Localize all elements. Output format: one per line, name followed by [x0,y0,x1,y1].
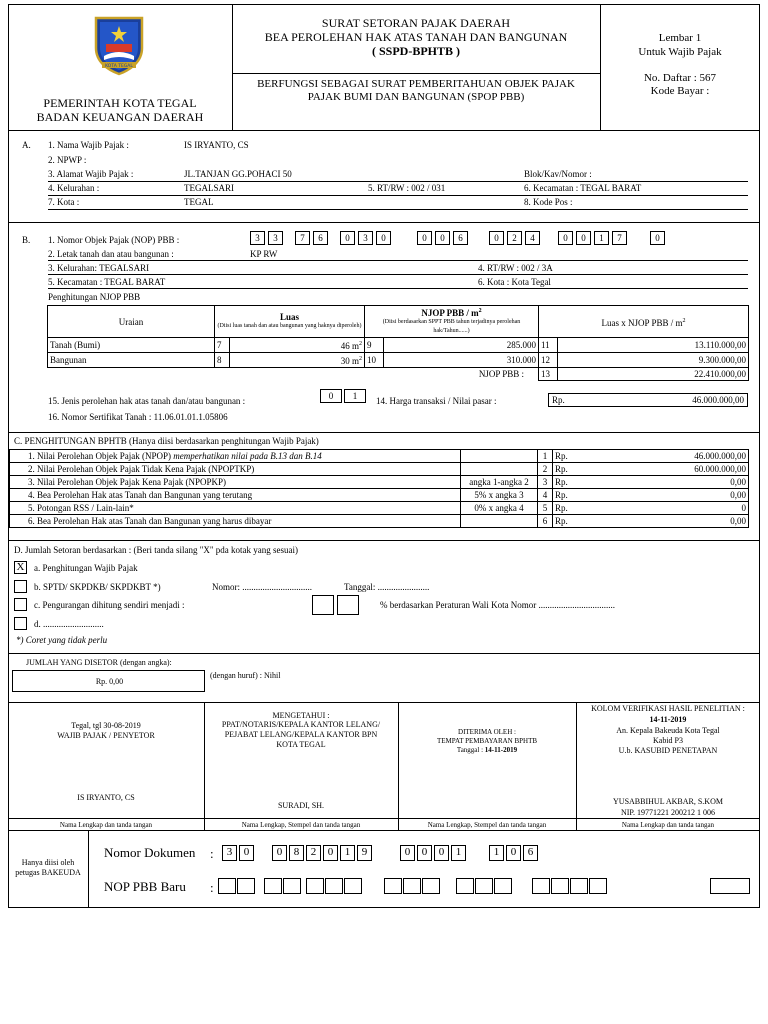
bphtb-label: 1. Nilai Perolehan Objek Pajak (NPOP) memperhatikan nilai pada B.13 dan B.14 [10,450,461,463]
section-d-title: D. Jumlah Setoran berdasarkan : (Beri tanda silang "X" pda kotak yang sesuai) [14,545,299,555]
bphtb-no: 1 [538,450,553,463]
nama-value: IS IRYANTO, CS [184,140,249,150]
bphtb-label: 2. Nilai Perolehan Objek Pajak Tidak Kena Pajak (NPOPTKP) [10,463,461,476]
harga-label: 14. Harga transaksi / Nilai pasar : [376,396,497,406]
alamat-value: JL.TANJAN GG.POHACI 50 [184,169,292,179]
jumlah-label: JUMLAH YANG DISETOR (dengan angka): [26,658,172,667]
option-c-note: % berdasarkan Peraturan Wali Kota Nomor .................................. [380,600,616,610]
bphtb-value: Rp. 0,00 [553,476,749,489]
sign-name-ppat: SURADI, SH. [277,801,324,810]
bphtb-no: 3 [538,476,553,489]
nop-baru-box[interactable] [384,878,402,894]
kecamatan: 6. Kecamatan : TEGAL BARAT [524,183,642,193]
option-b-nomor: Nomor: ............................... [212,582,312,592]
petugas-note: Hanya diisi oleh [21,858,75,867]
bphtb-value: Rp. 0,00 [553,515,749,528]
bphtb-label: 4. Bea Perolehan Hak atas Tanah dan Bangunan yang terutang [10,489,461,502]
nop-digit-box: 0 [417,231,432,245]
bphtb-row [10,450,749,463]
petugas-note-2: petugas BAKEUDA [15,868,81,877]
option-b-tanggal: Tanggal: ....................... [344,582,430,592]
divider [48,195,748,196]
njop-pbb-label: NJOP PBB : [478,369,524,380]
npwp-label: 2. NPWP : [48,155,87,165]
nop-baru-box[interactable] [218,878,236,894]
th-total: Luas x NJOP PBB / $m^2$ [539,306,749,338]
section-c-title: C. PENGHITUNGAN BPHTB (Hanya diisi berdasarkan penghitungan Wajib Pajak) [14,436,319,446]
divider [8,222,760,223]
jumlah-huruf: (dengan huruf) : Nihil [210,671,281,680]
row-no: 9 [365,338,384,353]
kecamatan-b: 5. Kecamatan : TEGAL BARAT [48,277,166,287]
nomor-dokumen-digit: 0 [434,845,449,861]
bphtb-no: 2 [538,463,553,476]
nomor-dokumen-digit: 0 [506,845,521,861]
svg-text:KOTA TEGAL: KOTA TEGAL [105,64,133,69]
nomor-dokumen-digit: 6 [523,845,538,861]
colon: : [210,846,214,861]
divider [232,73,600,74]
jenis-label: 15. Jenis perolehan hak atas tanah dan/atau bangunan : [48,396,246,406]
kota-label: 7. Kota : [48,197,80,207]
harga-rp: Rp. [552,395,565,405]
nop-digit-box: 1 [594,231,609,245]
luas-bangunan: 30 $m^2$ [230,353,365,368]
form-subtitle-2: PAJAK BUMI DAN BANGUNAN (SPOP PBB) [307,91,525,103]
nop-baru-box[interactable] [422,878,440,894]
harga-value: 46.000.000,00 [692,395,744,405]
th-uraian: Uraian [48,306,215,338]
divider [8,653,760,654]
bphtb-calc: 0% x angka 4 [461,502,538,515]
nop-baru-box[interactable] [551,878,569,894]
pengurangan-box[interactable] [312,595,334,615]
nop-baru-box[interactable] [532,878,550,894]
divider [48,209,748,210]
bphtb-row [10,463,749,476]
divider [8,818,760,819]
nop-baru-box[interactable] [283,878,301,894]
nop-digit-box: 2 [507,231,522,245]
section-a-letter: A. [22,140,31,150]
sign-place-date: Tegal, tgl 30-08-2019 [71,721,141,730]
kodepos: 8. Kode Pos : [524,197,573,207]
option-d-label: d. ........................... [34,619,104,629]
lembar-untuk: Untuk Wajib Pajak [638,46,722,58]
row-no: 13 [539,368,558,381]
row-no: 12 [539,353,558,368]
nop-baru-box[interactable] [589,878,607,894]
bphtb-table [9,449,749,528]
nop-baru-box[interactable] [494,878,512,894]
bphtb-row [10,476,749,489]
divider [8,130,760,131]
kelurahan-b: 3. Kelurahan: TEGALSARI [48,263,150,273]
nop-baru-box[interactable] [403,878,421,894]
nomor-dokumen-digit: 0 [400,845,415,861]
kode-bayar: Kode Bayar : [650,85,710,97]
nop-digit-box: 0 [576,231,591,245]
harga-field [548,393,748,407]
bphtb-calc: angka 1-angka 2 [461,476,538,489]
nop-digit-box: 6 [313,231,328,245]
sign-foot: Nama Lengkap, Stempel dan tanda tangan [241,821,361,829]
divider [8,432,760,433]
nomor-dokumen-digit: 3 [222,845,237,861]
section-b-letter: B. [22,235,31,245]
bphtb-calc: 5% x angka 3 [461,489,538,502]
nop-digit-box: 0 [376,231,391,245]
luas-tanah: 46 $m^2$ [230,338,365,353]
sign-foot: Nama Lengkap, Stempel dan tanda tangan [427,821,547,829]
nop-digit-box: 6 [453,231,468,245]
njop-pbb-total: 22.410.000,00 [558,368,749,381]
option-a-label: a. Penghitungan Wajib Pajak [34,563,138,573]
perhitungan-title: Penghitungan NJOP PBB [48,292,141,302]
option-a-checkbox[interactable]: X [14,561,27,574]
nop-digit-box: 4 [525,231,540,245]
nop-baru-box[interactable] [237,878,255,894]
bphtb-value: Rp. 0 [553,502,749,515]
ppat-line: PEJABAT LELANG/KEPALA KANTOR BPN [224,730,378,739]
rtrw: 5. RT/RW : 002 / 031 [368,183,446,193]
pengurangan-box[interactable] [337,595,359,615]
footnote: *) Coret yang tidak perlu [16,635,108,645]
lembar: Lembar 1 [658,32,702,44]
diterima: DITERIMA OLEH : [458,728,516,736]
option-d-checkbox[interactable] [14,617,27,630]
blok-label: Blok/Kav/Nomor : [524,169,592,179]
bphtb-value: Rp. 60.000.000,00 [553,463,749,476]
uraian-tanah: Tanah (Bumi) [48,338,215,353]
bphtb-label: 5. Potongan RSS / Lain-lain* [10,502,461,515]
nop-baru-box[interactable] [475,878,493,894]
no-daftar: No. Daftar : 567 [643,72,717,84]
uraian-bangunan: Bangunan [48,353,215,368]
divider [48,181,748,182]
nomor-dokumen-digit: 1 [451,845,466,861]
bphtb-value: Rp. 0,00 [553,489,749,502]
divider [48,288,748,289]
option-c-checkbox[interactable] [14,598,27,611]
sign-name-wp: IS IRYANTO, CS [77,793,135,802]
nop-baru-box[interactable] [344,878,362,894]
verifikasi-line: Kabid P3 [653,736,683,745]
bphtb-value: Rp. 46.000.000,00 [553,450,749,463]
kota-tegal-logo [92,14,146,76]
ppat-line: KOTA TEGAL [276,740,326,749]
letak-label: 2. Letak tanah dan atau bangunan : [48,249,174,259]
gov-name: PEMERINTAH KOTA TEGAL [43,96,197,110]
nomor-dokumen-label: Nomor Dokumen [104,845,196,860]
bphtb-row [10,502,749,515]
nop-digit-box: 7 [612,231,627,245]
mengetahui: MENGETAHUI : [272,711,330,720]
bphtb-no: 5 [538,502,553,515]
nop-baru-box[interactable] [325,878,343,894]
nop-digit-box: 3 [268,231,283,245]
row-no: 8 [215,353,230,368]
nomor-dokumen-digit: 0 [239,845,254,861]
form-subtitle: BERFUNGSI SEBAGAI SURAT PEMBERITAHUAN OBJEK PAJAK [257,78,575,90]
nomor-dokumen-digit: 2 [306,845,321,861]
nop-digit-box: 0 [340,231,355,245]
row-no: 7 [215,338,230,353]
bphtb-no: 4 [538,489,553,502]
nop-digit-box: 0 [435,231,450,245]
total-tanah: 13.110.000,00 [558,338,749,353]
ppat-line: PPAT/NOTARIS/KEPALA KANTOR LELANG/ [221,720,381,729]
nop-label: 1. Nomor Objek Pajak (NOP) PBB : [48,235,180,245]
nop-baru-box[interactable] [570,878,588,894]
jenis-digit: 0 [320,389,342,403]
bphtb-calc [461,515,538,528]
tempat-bayar: TEMPAT PEMBAYARAN BPHTB [436,737,538,745]
option-c-label: c. Pengurangan dihitung sendiri menjadi : [34,600,185,610]
nop-baru-box[interactable] [306,878,324,894]
divider [8,702,760,703]
nomor-dokumen-digit: 0 [272,845,287,861]
njop-tanah: 285.000 [384,338,539,353]
option-b-checkbox[interactable] [14,580,27,593]
form-title-2: BEA PEROLEHAN HAK ATAS TANAH DAN BANGUNAN [264,30,568,44]
divider [88,830,89,908]
kota-value: TEGAL [184,197,214,207]
verifikator-nip: NIP. 19771221 200212 1 006 [620,808,715,817]
nop-digit-box: 3 [358,231,373,245]
nop-digit-box: 0 [558,231,573,245]
kelurahan-value: TEGALSARI [184,183,234,193]
nomor-dokumen-digit: 8 [289,845,304,861]
nomor-dokumen-digit: 0 [323,845,338,861]
divider [8,540,760,541]
tanggal-terima: Tanggal : 14-11-2019 [456,746,518,754]
nomor-dokumen-digit: 9 [357,845,372,861]
divider [398,702,399,830]
th-njop: NJOP PBB / $m^2$ (Diisi berdasarkan SPPT PBB tahun terjadinya perolehan hak/Tahun......) [365,306,539,338]
option-b-label: b. SPTD/ SKPDKB/ SKPDKBT *) [34,582,161,592]
verifikasi-date: 14-11-2019 [649,715,687,724]
nop-baru-box[interactable] [710,878,750,894]
nop-digit-box: 3 [250,231,265,245]
verifikasi-line: U.b. KASUBID PENETAPAN [618,746,718,755]
njop-table [47,305,749,381]
sign-foot: Nama Lengkap dan tanda tangan [621,821,715,829]
sign-role: WAJIB PAJAK / PENYETOR [57,731,155,740]
divider [48,274,748,275]
sign-name-verifikator: YUSABBIHUL AKBAR, S.KOM [613,797,723,806]
nop-digit-box: 0 [489,231,504,245]
row-no: 10 [365,353,384,368]
nop-baru-box[interactable] [264,878,282,894]
verifikasi-title: KOLOM VERIFIKASI HASIL PENELITIAN : [591,704,745,713]
colon: : [210,880,214,895]
nama-label: 1. Nama Wajib Pajak : [48,140,129,150]
nop-digit-box: 7 [295,231,310,245]
agency-name: BADAN KEUANGAN DAERAH [36,110,204,124]
nop-baru-label: NOP PBB Baru [104,879,186,894]
sign-foot: Nama Lengkap dan tanda tangan [59,821,153,829]
form-code: ( SSPD-BPHTB ) [371,44,460,58]
divider [8,830,760,831]
rtrw-b: 4. RT/RW : 002 / 3A [478,263,553,273]
divider [600,4,601,130]
nop-baru-box[interactable] [456,878,474,894]
kelurahan-label: 4. Kelurahan : [48,183,100,193]
letak-value: KP RW [250,249,278,259]
jumlah-box [12,670,205,692]
row-no: 11 [539,338,558,353]
total-bangunan: 9.300.000,00 [558,353,749,368]
nomor-dokumen-digit: 1 [340,845,355,861]
nop-digit-box: 0 [650,231,665,245]
th-luas: Luas (Diisi luas tanah dan atau bangunan yang haknya diperoleh) [215,306,365,338]
jumlah-value: Rp. 0,00 [95,677,124,686]
bphtb-label: 3. Nilai Perolehan Objek Pajak Kena Pajak (NPOPKP) [10,476,461,489]
bphtb-row [10,489,749,502]
divider [48,260,748,261]
bphtb-calc [461,463,538,476]
jenis-digit: 1 [344,389,366,403]
verifikasi-line: An. Kepala Bakeuda Kota Tegal [616,726,720,735]
form-title: SURAT SETORAN PAJAK DAERAH [321,16,511,30]
kota-b: 6. Kota : Kota Tegal [478,277,551,287]
nomor-dokumen-digit: 0 [417,845,432,861]
bphtb-label: 6. Bea Perolehan Hak atas Tanah dan Bangunan yang harus dibayar [10,515,461,528]
bphtb-no: 6 [538,515,553,528]
nomor-dokumen-digit: 1 [489,845,504,861]
sertifikat: 16. Nomor Sertifikat Tanah : 11.06.01.01.1.05806 [48,412,228,422]
bphtb-row [10,515,749,528]
njop-bangunan: 310.000 [384,353,539,368]
bphtb-calc [461,450,538,463]
alamat-label: 3. Alamat Wajib Pajak : [48,169,134,179]
